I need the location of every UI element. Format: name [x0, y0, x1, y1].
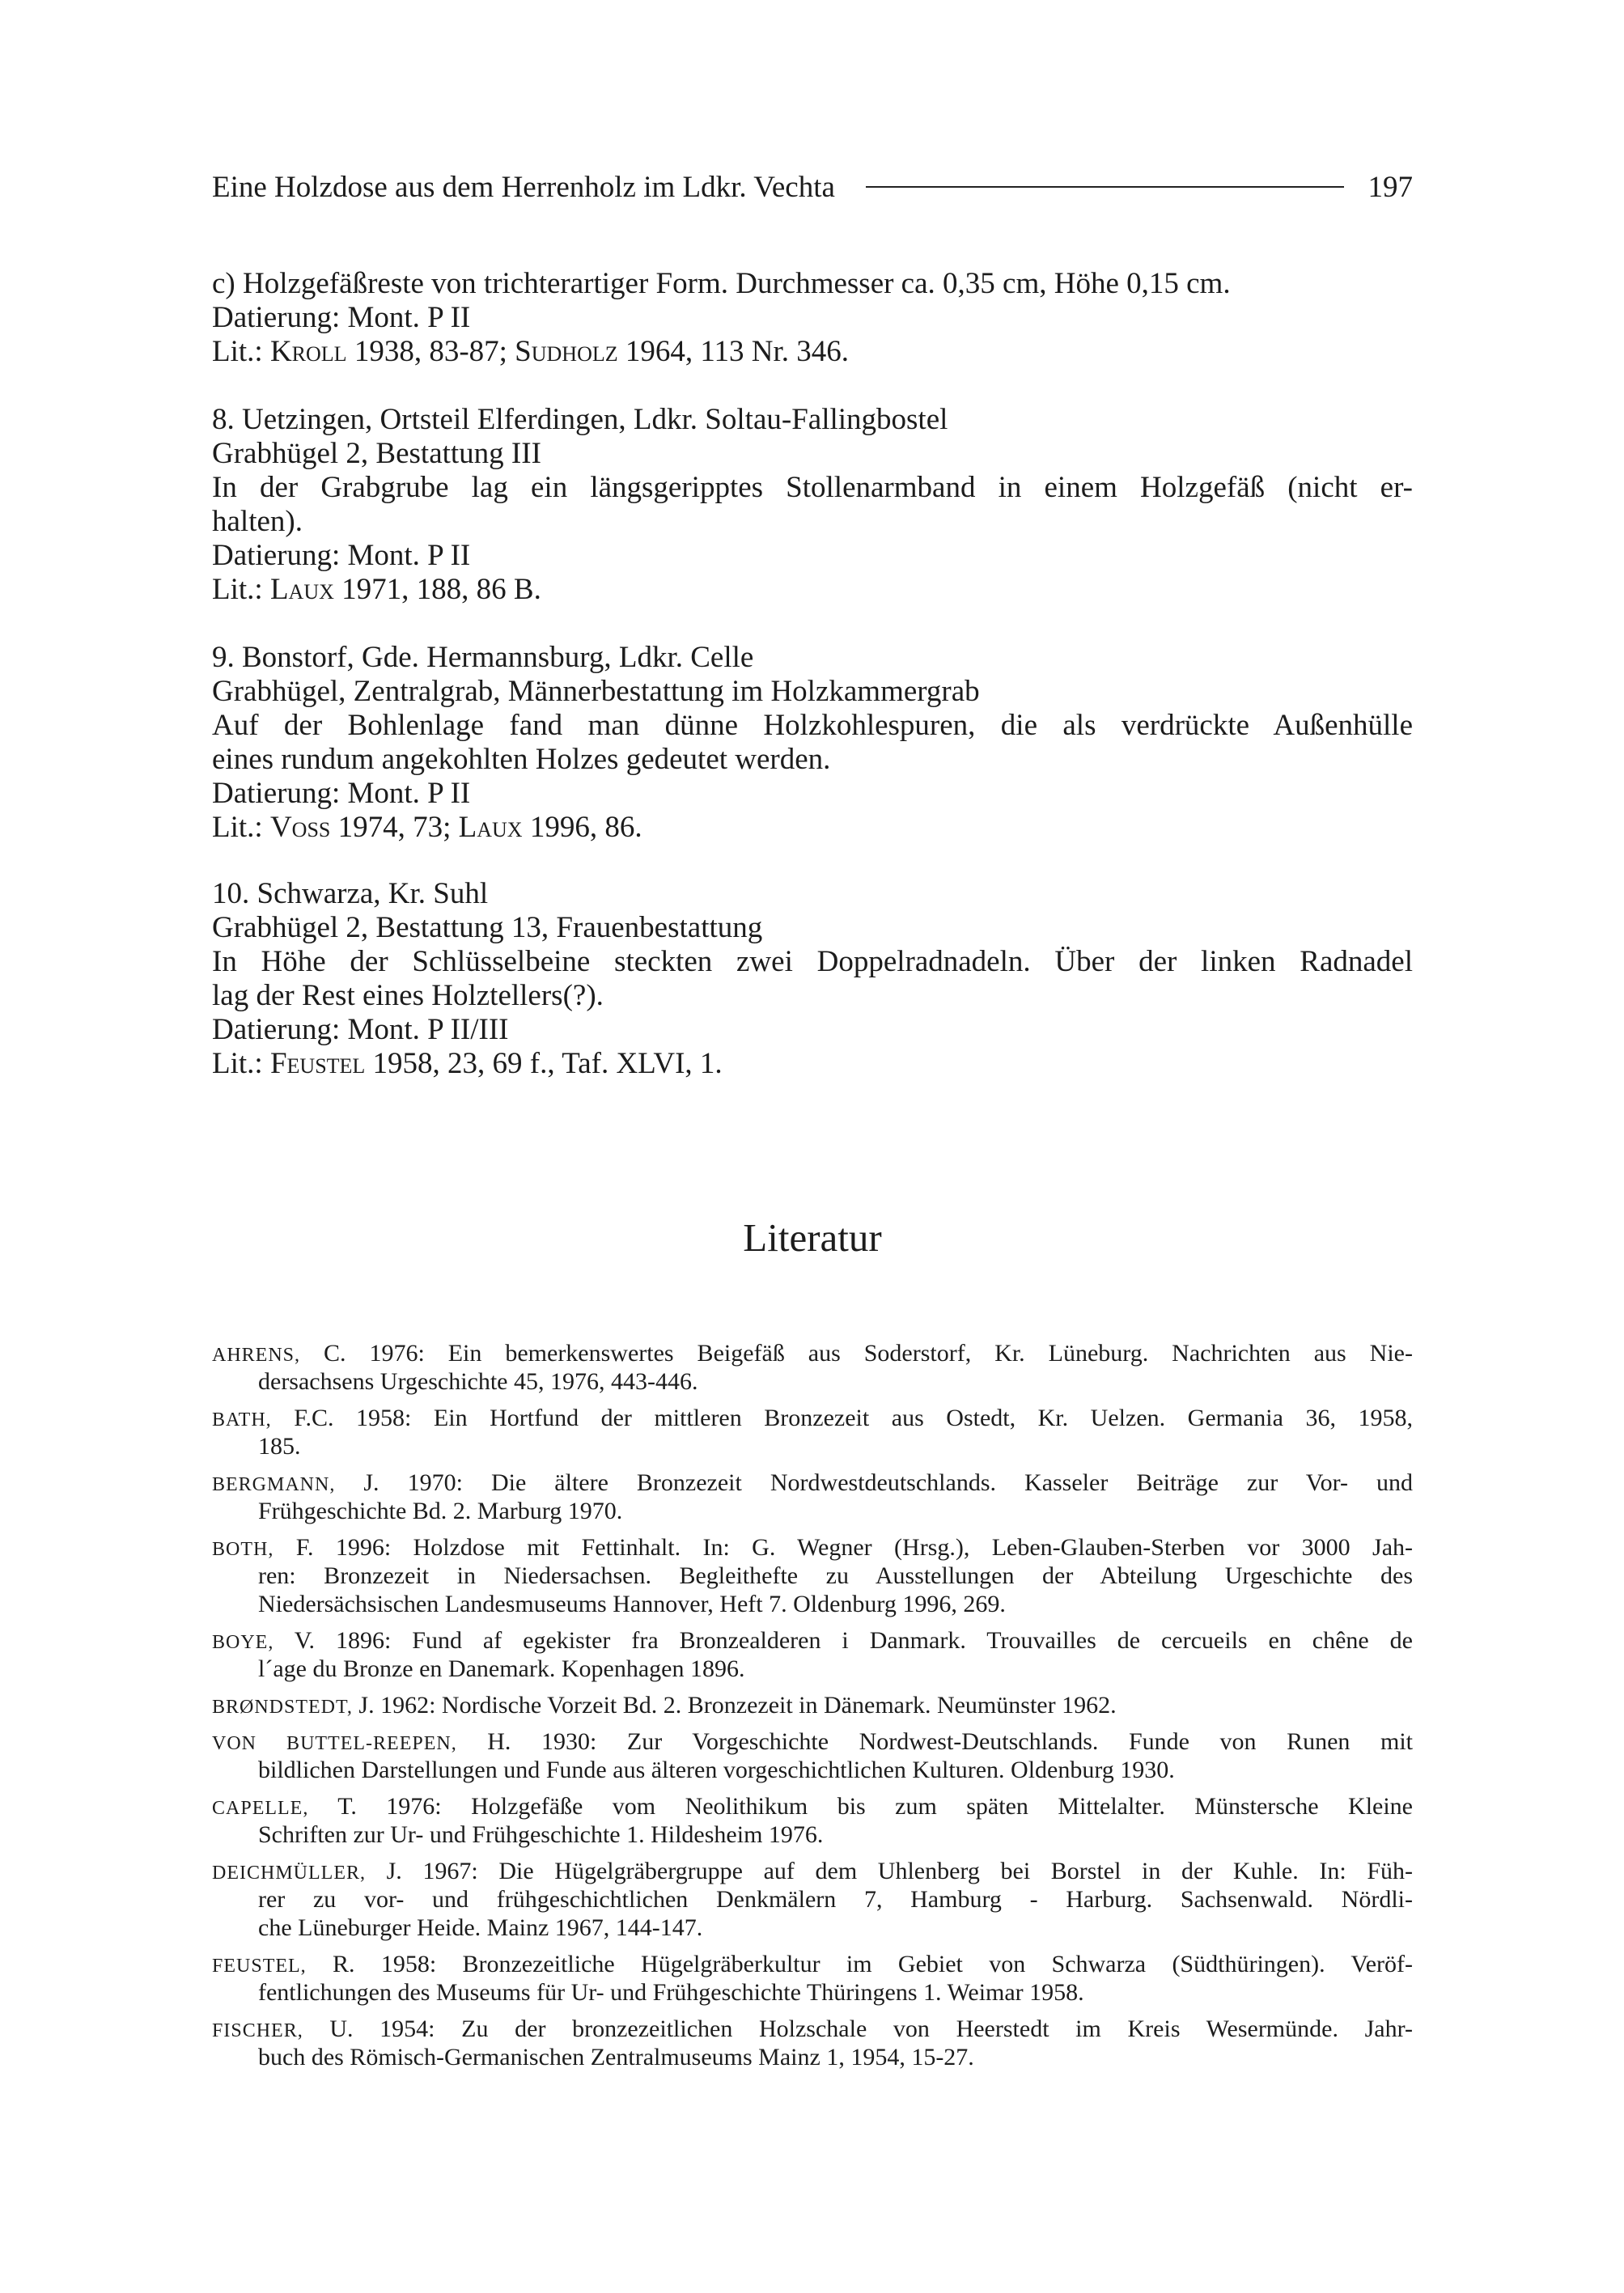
entry-heading: 8. Uetzingen, Ortsteil Elferdingen, Ldkr. Soltau-Fallingbostel: [212, 403, 948, 436]
reference-line: fentlichungen des Museums für Ur- und Frühgeschichte Thüringens 1. Weimar 1958.: [258, 1979, 1084, 2006]
reference-line: [212, 1691, 1413, 1719]
running-header: [212, 167, 1413, 207]
reference-line: [212, 2015, 1413, 2043]
entry-line: eines rundum angekohlten Holzes gedeutet werden.: [212, 743, 831, 776]
lit-line: [212, 573, 1413, 607]
reference-author: AHRENS,: [212, 1345, 301, 1366]
reference-line: 185.: [258, 1433, 301, 1460]
reference-text: F. 1996: Holzdose mit Fettinhalt. In: G. Wegner (Hrsg.), Leben-Glauben-Sterben vor 3000 Jah-: [273, 1534, 1413, 1561]
entry-line: Grabhügel 2, Bestattung III: [212, 437, 541, 470]
reference-author: BATH,: [212, 1409, 272, 1430]
header-rule: [866, 186, 1344, 188]
reference-entry: [212, 1533, 1413, 1618]
lit-ref: 1996, 86.: [522, 811, 642, 844]
entry-heading: 9. Bonstorf, Gde. Hermannsburg, Ldkr. Celle: [212, 641, 754, 674]
catalog-entry-9: [212, 641, 1413, 845]
lit-author: Voss: [269, 811, 331, 844]
reference-entry: [212, 1469, 1413, 1525]
entry-line: Grabhügel 2, Bestattung 13, Frauenbestattung: [212, 911, 763, 944]
reference-text: T. 1976: Holzgefäße vom Neolithikum bis zum späten Mittelalter. Münstersche Kleine: [308, 1793, 1413, 1820]
reference-line: [212, 1950, 1413, 1978]
entry-line: Grabhügel, Zentralgrab, Männerbestattung im Holzkammergrab: [212, 675, 980, 708]
entry-line: halten).: [212, 505, 303, 538]
page-number: 197: [1367, 170, 1413, 204]
catalog-entry-c: [212, 267, 1413, 369]
reference-text: H. 1930: Zur Vorgeschichte Nordwest-Deutschlands. Funde von Runen mit: [456, 1728, 1413, 1755]
entry-line: Auf der Bohlenlage fand man dünne Holzkohlespuren, die als verdrückte Außenhülle: [212, 709, 1413, 742]
reference-text: U. 1954: Zu der bronzezeitlichen Holzschale von Heerstedt im Kreis Wesermünde. Jahr-: [303, 2015, 1413, 2042]
reference-line: [212, 1469, 1413, 1497]
reference-list: [212, 1339, 1413, 2079]
entry-line: In Höhe der Schlüsselbeine steckten zwei Doppelradnadeln. Über der linken Radnadel: [212, 945, 1413, 978]
reference-entry: [212, 1691, 1413, 1719]
reference-line: bildlichen Darstellungen und Funde aus älteren vorgeschichtlichen Kulturen. Oldenburg 1930.: [258, 1757, 1175, 1783]
reference-text: F.C. 1958: Ein Hortfund der mittleren Bronzezeit aus Ostedt, Kr. Uelzen. Germania 36, 1958,: [271, 1405, 1413, 1431]
dating-line: Datierung: Mont. P II: [212, 539, 471, 572]
lit-ref: 1964, 113 Nr. 346.: [617, 335, 850, 368]
reference-author: VON BUTTEL-REEPEN,: [212, 1733, 457, 1754]
dating-line: Datierung: Mont. P II: [212, 777, 471, 810]
reference-line: [212, 1727, 1413, 1756]
entry-line: c) Holzgefäßreste von trichterartiger Form. Durchmesser ca. 0,35 cm, Höhe 0,15 cm.: [212, 267, 1231, 300]
lit-author: Laux: [458, 811, 523, 844]
reference-line: [212, 1626, 1413, 1655]
reference-line: [212, 1533, 1413, 1562]
reference-author: BOTH,: [212, 1539, 274, 1560]
reference-author: BRØNDSTEDT,: [212, 1697, 353, 1718]
reference-text: R. 1958: Bronzezeitliche Hügelgräberkultur im Gebiet von Schwarza (Südthüringen). Veröf-: [306, 1951, 1413, 1977]
reference-entry: [212, 1950, 1413, 2007]
lit-prefix: Lit.:: [212, 811, 270, 844]
lit-line: [212, 335, 1413, 369]
reference-author: BOYE,: [212, 1632, 274, 1653]
lit-line: [212, 811, 1413, 845]
catalog-entry-10: [212, 877, 1413, 1081]
reference-line: [212, 1339, 1413, 1367]
catalog-entry-8: [212, 403, 1413, 607]
reference-line: buch des Römisch-Germanischen Zentralmuseums Mainz 1, 1954, 15-27.: [258, 2044, 974, 2070]
lit-prefix: Lit.:: [212, 573, 270, 606]
lit-author: Sudholz: [515, 335, 618, 368]
reference-author: DEICHMÜLLER,: [212, 1863, 366, 1884]
reference-text: J. 1967: Die Hügelgräbergruppe auf dem Uhlenberg bei Borstel in der Kuhle. In: Füh-: [365, 1858, 1413, 1884]
reference-entry: [212, 1626, 1413, 1683]
reference-line: Frühgeschichte Bd. 2. Marburg 1970.: [258, 1498, 623, 1524]
literature-heading: Literatur: [743, 1215, 882, 1260]
reference-entry: [212, 1857, 1413, 1942]
reference-text: V. 1896: Fund af egekister fra Bronzealderen i Danmark. Trouvailles de cercueils en chêne de: [273, 1627, 1413, 1654]
reference-text: J. 1962: Nordische Vorzeit Bd. 2. Bronzezeit in Dänemark. Neumünster 1962.: [352, 1692, 1117, 1719]
reference-author: FISCHER,: [212, 2020, 303, 2041]
reference-line: rer zu vor- und frühgeschichtlichen Denkmälern 7, Hamburg - Harburg. Sachsenwald. Nördli-: [258, 1886, 1413, 1913]
lit-author: Laux: [269, 573, 334, 606]
lit-line: [212, 1047, 1413, 1081]
reference-line: [212, 1857, 1413, 1885]
reference-text: J. 1970: Die ältere Bronzezeit Nordwestdeutschlands. Kasseler Beiträge zur Vor- und: [335, 1469, 1413, 1496]
lit-prefix: Lit.:: [212, 1047, 270, 1080]
running-title: Eine Holzdose aus dem Herrenholz im Ldkr. Vechta: [212, 170, 835, 204]
entry-heading: 10. Schwarza, Kr. Suhl: [212, 877, 489, 910]
reference-entry: [212, 1404, 1413, 1460]
lit-ref: 1971, 188, 86 B.: [333, 573, 541, 606]
lit-author: Kroll: [269, 335, 347, 368]
lit-prefix: Lit.:: [212, 335, 270, 368]
entry-line: lag der Rest eines Holztellers(?).: [212, 979, 604, 1012]
reference-author: FEUSTEL,: [212, 1956, 307, 1977]
reference-line: che Lüneburger Heide. Mainz 1967, 144-147.: [258, 1914, 703, 1941]
reference-line: ren: Bronzezeit in Niedersachsen. Begleithefte zu Ausstellungen der Abteilung Urgeschichte des: [258, 1562, 1413, 1589]
reference-line: Niedersächsischen Landesmuseums Hannover, Heft 7. Oldenburg 1996, 269.: [258, 1591, 1006, 1617]
reference-line: [212, 1404, 1413, 1432]
reference-line: l´age du Bronze en Danemark. Kopenhagen 1896.: [258, 1655, 745, 1682]
reference-entry: [212, 1727, 1413, 1784]
reference-line: Schriften zur Ur- und Frühgeschichte 1. Hildesheim 1976.: [258, 1821, 824, 1848]
lit-author: Feustel: [269, 1047, 366, 1080]
reference-entry: [212, 1339, 1413, 1396]
lit-ref: 1958, 23, 69 f., Taf. XLVI, 1.: [365, 1047, 723, 1080]
reference-entry: [212, 2015, 1413, 2071]
reference-author: CAPELLE,: [212, 1798, 309, 1819]
reference-line: dersachsens Urgeschichte 45, 1976, 443-446.: [258, 1368, 698, 1395]
reference-line: [212, 1792, 1413, 1820]
lit-ref: 1974, 73;: [330, 811, 459, 844]
entry-line: In der Grabgrube lag ein längsgeripptes Stollenarmband in einem Holzgefäß (nicht er-: [212, 471, 1413, 504]
dating-line: Datierung: Mont. P II: [212, 301, 471, 334]
lit-ref: 1938, 83-87;: [346, 335, 515, 368]
reference-entry: [212, 1792, 1413, 1849]
reference-author: BERGMANN,: [212, 1474, 336, 1495]
reference-text: C. 1976: Ein bemerkenswertes Beigefäß aus Soderstorf, Kr. Lüneburg. Nachrichten aus Nie-: [300, 1340, 1413, 1367]
dating-line: Datierung: Mont. P II/III: [212, 1013, 509, 1046]
